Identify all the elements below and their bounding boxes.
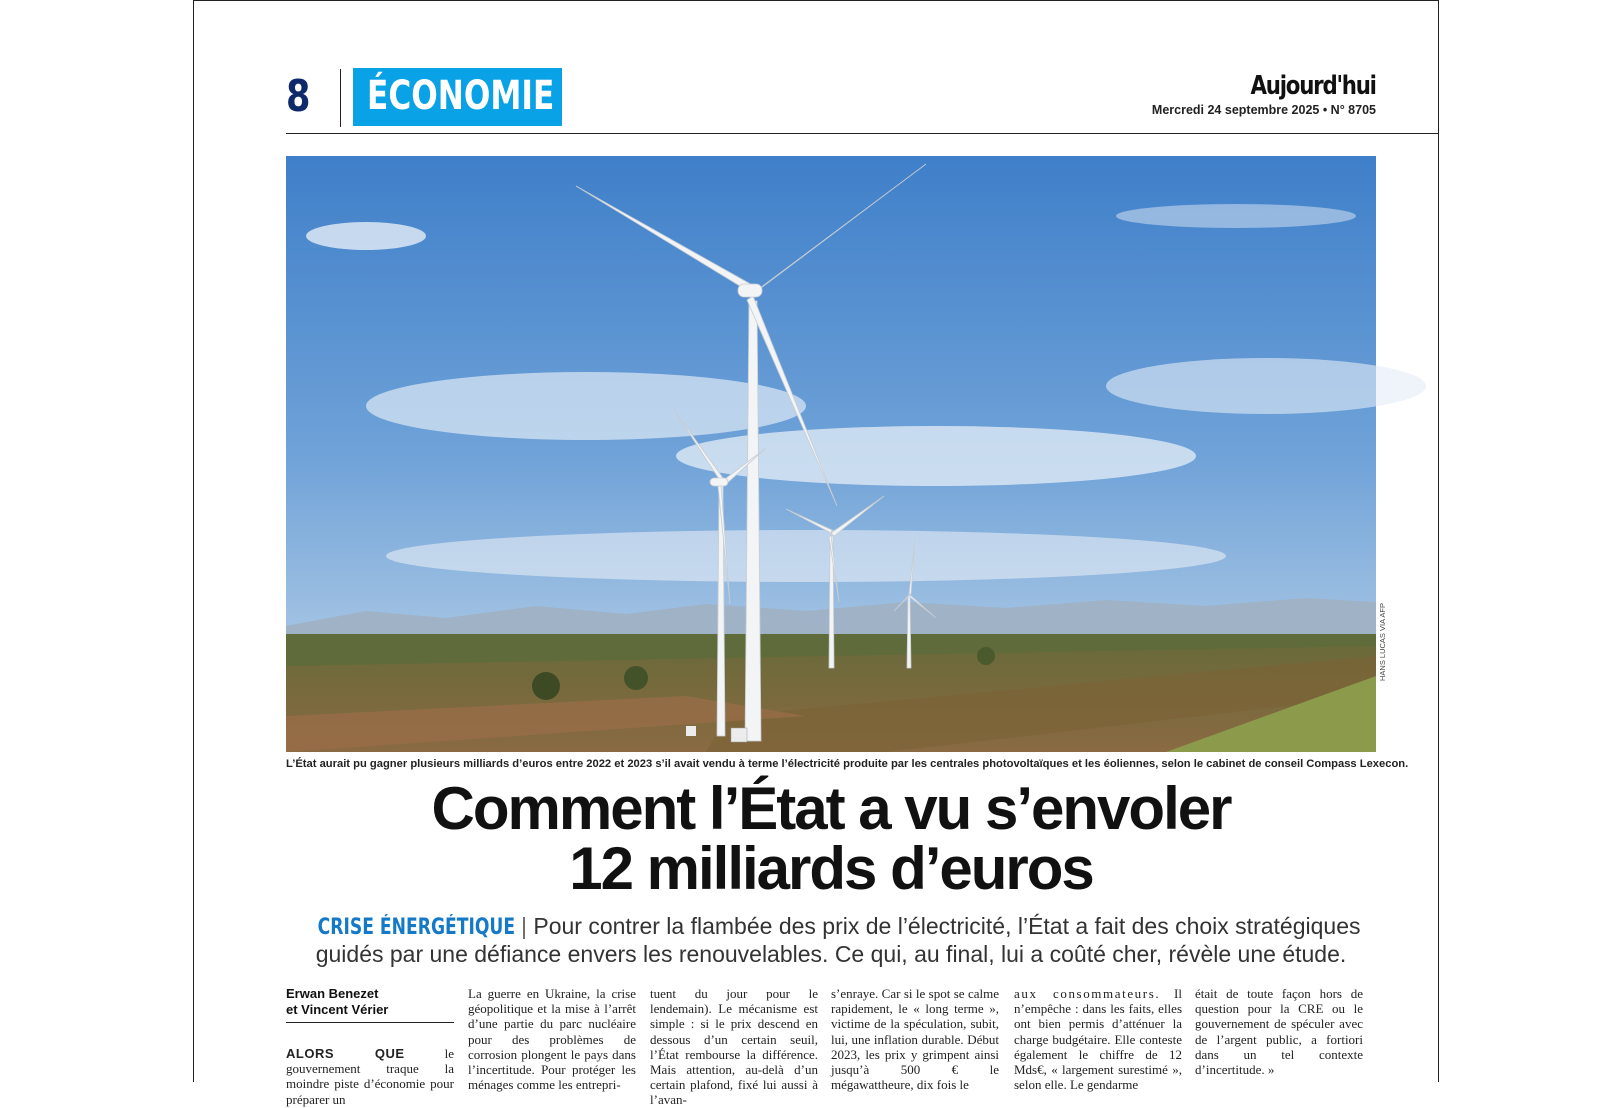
article-column-2 [468, 986, 636, 1092]
column-2-text: La guerre en Ukraine, la crise géopolitique et la mise à l’arrêt d’une partie du parc nucléaire pour des problèmes de corrosion plongent le pays dans l’incertitude. Pour protéger les ménages comme les entrepri- [468, 986, 636, 1093]
header-rule [286, 133, 1438, 134]
article-lead [286, 1046, 454, 1107]
photo-caption: L’État aurait pu gagner plusieurs milliards d’euros entre 2022 et 2023 s’il avait vendu à terme l’électricité produite par les centrales photovoltaïques et les éoliennes, selon le cabinet de conseil Compass Lexecon. [286, 758, 1409, 770]
byline-rule [286, 1022, 454, 1023]
lead-caps: ALORS QUE [286, 1046, 405, 1061]
page-number: 8 [286, 71, 311, 122]
article-byline [286, 986, 454, 1018]
article-column-3 [650, 986, 818, 1108]
newspaper-page [193, 0, 1439, 1108]
article-kicker: CRISE ÉNERGÉTIQUE [317, 915, 515, 940]
photo-credit: HANS LUCAS VIA AFP [1378, 603, 1387, 681]
page-number-divider [340, 69, 341, 127]
article-headline [286, 775, 1376, 902]
deck-text: Pour contrer la flambée des prix de l’électricité, l’État a fait des choix stratégiques guidés par une défiance envers les renouvelables. Ce qui, au final, lui a coûté cher, révèle une étude. [315, 913, 1361, 967]
article-column-5 [1014, 986, 1182, 1092]
article-column-6 [1195, 986, 1363, 1077]
column-6-text: était de toute façon hors de question pour la CRE ou le gouvernement de spéculer avec de l’argent public, a fortiori dans un tel contexte d’incertitude. » [1195, 986, 1363, 1078]
headline-line-2: 12 milliards d’euros [569, 835, 1093, 902]
kicker-separator: | [520, 913, 527, 939]
column-5-spaced: aux consommateurs. [1014, 986, 1161, 1001]
article-deck [286, 913, 1376, 967]
masthead-logo: Aujourd'hui [1250, 71, 1376, 101]
byline-author-2: et Vincent Vérier [286, 1002, 389, 1017]
column-3-text: tuent du jour pour le lendemain). Le mécanisme est simple : si le prix descend en dessous d’un certain seuil, l’État rembourse la différence. Mais attention, au-delà d’un certain plafond, fixé lui aussi à l’avan- [650, 986, 818, 1108]
section-label: ÉCONOMIE [367, 73, 555, 119]
article-column-4 [831, 986, 999, 1092]
column-4-text: s’enraye. Car si le spot se calme rapidement, le « long terme », victime de la spéculation, subit, lui, une inflation durable. Début 2023, les prix y grimpent ainsi jusqu’à 500 € le mégawattheure, dix fois le [831, 986, 999, 1093]
issue-dateline: Mercredi 24 septembre 2025 • N° 8705 [1151, 103, 1376, 117]
section-banner [353, 68, 562, 126]
wind-turbines-photo [286, 156, 1376, 752]
column-5-body: Il n’empêche : dans les faits, elles ont bien permis d’atténuer la charge budgétaire. Elle conteste également le chiffre de 12 Mds€, « largement surestimé », selon elle. Le gendarme [1014, 986, 1182, 1093]
headline-line-1: Comment l’État a vu s’envoler [431, 775, 1231, 842]
byline-author-1: Erwan Benezet [286, 986, 379, 1001]
lead-text: le gouvernement traque la moindre piste d’économie pour préparer un [286, 1046, 454, 1107]
column-5-text [1014, 986, 1182, 1092]
